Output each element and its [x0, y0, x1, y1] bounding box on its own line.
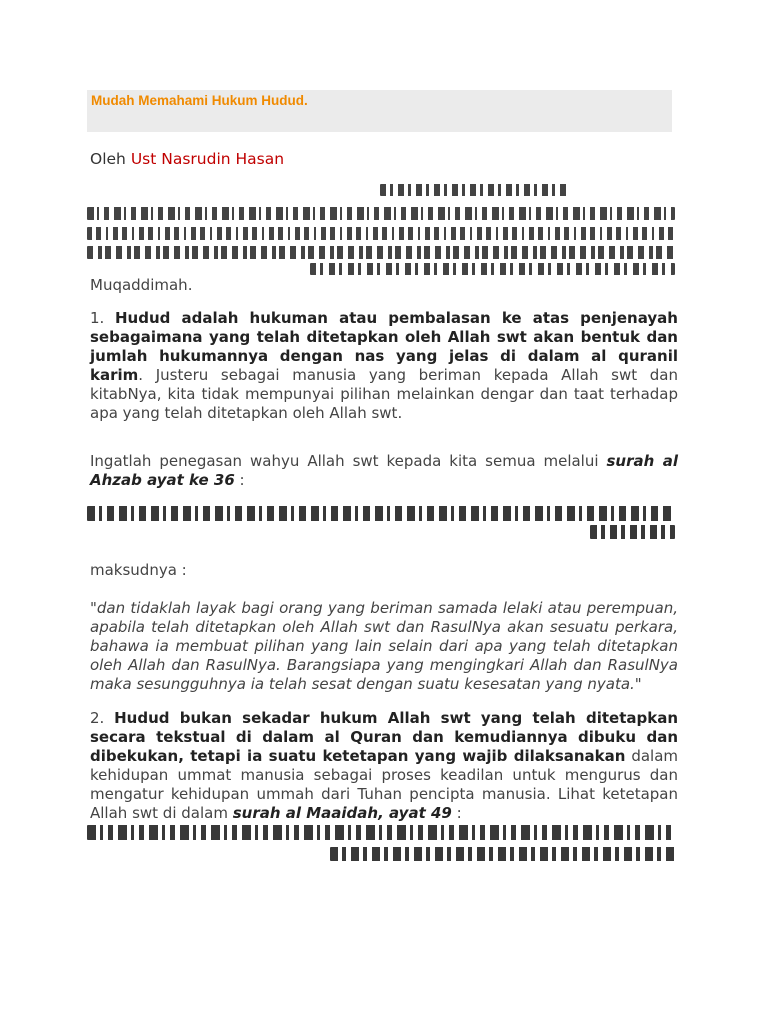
ingatlah-paragraph — [90, 452, 678, 490]
muqaddimah-heading — [90, 276, 192, 294]
arabic-text-image — [87, 825, 675, 840]
author-prefix: Oleh — [90, 150, 126, 168]
point-1-normal-text: Justeru sebagai manusia yang beriman kepada Allah swt dan kitabNya, kita tidak mempunyai pilihan melainkan dengar dan taat terhadap apa yang telah ditetapkan oleh Allah swt. — [90, 366, 678, 422]
title-bar — [87, 90, 672, 132]
translation-quote-text: "dan tidaklah layak bagi orang yang beriman samada lelaki atau perempuan, apabila telah ditetapkan oleh Allah swt dan RasulNya akan sesuatu perkara, bahawa ia membuat pilihan yang lain selain dari apa yang telah ditetapkan oleh Allah dan RasulNya. Barangsiapa yang mengingkari Allah dan RasulNya maka sesungguhnya ia telah sesat dengan suatu kesesatan yang nyata." — [90, 599, 678, 693]
arabic-text-image — [590, 525, 675, 539]
muqaddimah-label: Muqaddimah — [90, 276, 188, 294]
point-2-bold-text: Hudud bukan sekadar hukum Allah swt yang telah ditetapkan secara tekstual di dalam al Quran dan kemudiannya dibuku dan dibekukan, tetapi ia suatu ketetapan yang wajib dilaksanakan — [90, 709, 678, 765]
arabic-text-image — [87, 506, 675, 521]
muqaddimah-period: . — [187, 276, 193, 294]
point-1-paragraph — [90, 309, 678, 423]
document-title: Mudah Memahami Hukum Hudud. — [91, 93, 308, 108]
point-1-bold-end: . — [138, 366, 144, 384]
point-1-number: 1. — [90, 309, 105, 327]
author-name: Ust Nasrudin Hasan — [130, 150, 285, 168]
arabic-text-image — [310, 263, 675, 275]
arabic-text-image — [87, 207, 675, 220]
point-2-colon: : — [451, 804, 462, 822]
point-1-bold-text: Hudud adalah hukuman atau pembalasan ke atas penjenayah sebagaimana yang telah ditetapkan oleh Allah swt akan bentuk dan jumlah hukumannya dengan nas yang jelas di dalam al quranil karim — [90, 309, 678, 384]
surah-maaidah-ref: surah al Maaidah, ayat 49 — [232, 804, 452, 822]
author-line — [90, 150, 284, 168]
surah-ahzab-ref: surah al Ahzab ayat ke 36 — [90, 452, 678, 489]
point-2-number: 2. — [90, 709, 105, 727]
ingatlah-colon: : — [234, 471, 245, 489]
arabic-text-image — [380, 184, 570, 196]
translation-quote — [90, 599, 678, 694]
ingatlah-text: Ingatlah penegasan wahyu Allah swt kepada kita semua melalui — [90, 452, 599, 470]
arabic-text-image — [87, 246, 675, 259]
point-2-paragraph — [90, 709, 678, 823]
arabic-text-image — [330, 847, 675, 861]
point-2-normal-text: dalam kehidupan ummat manusia sebagai proses keadilan untuk mengurus dan mengatur kehidupan ummah dari Tuhan pencipta manusia. Lihat ketetapan Allah swt di dalam — [90, 747, 679, 822]
arabic-text-image — [87, 227, 675, 240]
maksudnya-label: maksudnya : — [90, 561, 187, 579]
